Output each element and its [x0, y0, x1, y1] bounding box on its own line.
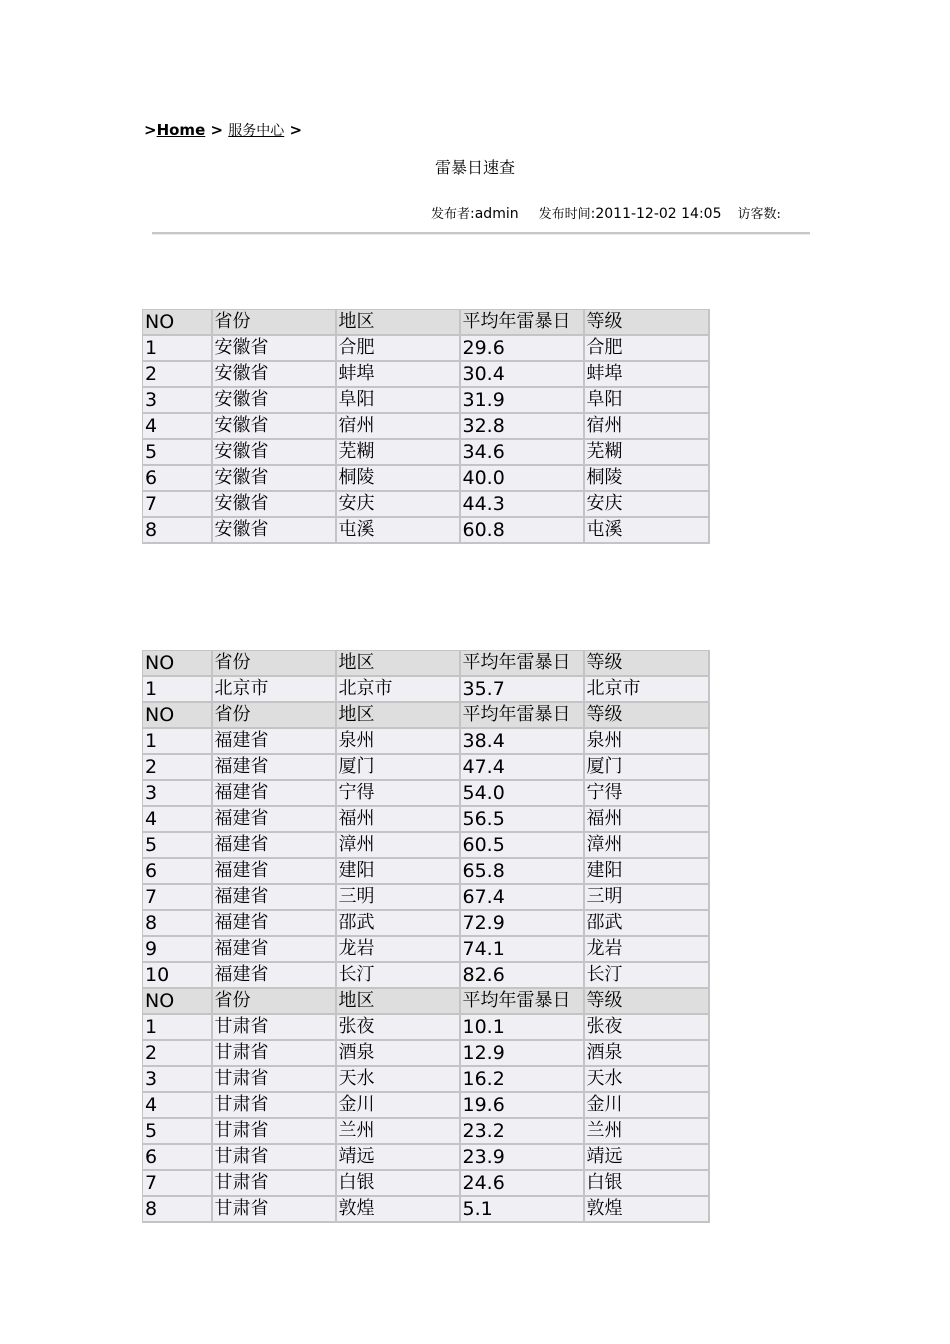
- table-cell: 泉州: [584, 728, 709, 754]
- table-cell: 泉州: [336, 728, 460, 754]
- table-cell: 福建省: [212, 806, 336, 832]
- table-cell: 4: [143, 806, 212, 832]
- table-cell: 白银: [584, 1170, 709, 1196]
- breadcrumb-service-link[interactable]: 服务中心: [228, 123, 285, 139]
- table-cell: 54.0: [460, 780, 584, 806]
- author-value: :admin: [470, 206, 519, 222]
- table-cell: 7: [143, 884, 212, 910]
- table-row: [143, 858, 709, 884]
- table-cell: 金川: [584, 1092, 709, 1118]
- table-cell: 8: [143, 1196, 212, 1222]
- table-row: [143, 832, 709, 858]
- table-cell: 4: [143, 1092, 212, 1118]
- table-cell: 邵武: [336, 910, 460, 936]
- table-row: [143, 1040, 709, 1066]
- column-header: NO: [143, 988, 212, 1014]
- column-header: 平均年雷暴日: [460, 310, 584, 336]
- table-cell: 74.1: [460, 936, 584, 962]
- table-cell: 5: [143, 832, 212, 858]
- table-cell: 5: [143, 439, 212, 465]
- table-cell: 北京市: [336, 676, 460, 702]
- table-cell: 3: [143, 1066, 212, 1092]
- table-cell: 龙岩: [584, 936, 709, 962]
- table-cell: 3: [143, 780, 212, 806]
- breadcrumb-separator: >: [205, 121, 229, 139]
- table-row: [143, 728, 709, 754]
- table-row: [143, 387, 709, 413]
- table-cell: 60.5: [460, 832, 584, 858]
- table-cell: 65.8: [460, 858, 584, 884]
- thunderstorm-table-anhui: [142, 309, 710, 544]
- table-cell: 蚌埠: [584, 361, 709, 387]
- table-cell: 金川: [336, 1092, 460, 1118]
- table-row: [143, 780, 709, 806]
- table-row: [143, 413, 709, 439]
- table-cell: 甘肃省: [212, 1170, 336, 1196]
- table-cell: 合肥: [336, 335, 460, 361]
- table-cell: 56.5: [460, 806, 584, 832]
- table-row: [143, 676, 709, 702]
- table-cell: 邵武: [584, 910, 709, 936]
- table-cell: 6: [143, 465, 212, 491]
- table-cell: 60.8: [460, 517, 584, 543]
- table-cell: 16.2: [460, 1066, 584, 1092]
- table-row: [143, 439, 709, 465]
- table-cell: 12.9: [460, 1040, 584, 1066]
- table-cell: 23.2: [460, 1118, 584, 1144]
- table-cell: 芜糊: [336, 439, 460, 465]
- table-row: [143, 884, 709, 910]
- column-header: 省份: [212, 651, 336, 677]
- table-cell: 甘肃省: [212, 1066, 336, 1092]
- table-cell: 敦煌: [584, 1196, 709, 1222]
- table-cell: 6: [143, 858, 212, 884]
- column-header: 等级: [584, 310, 709, 336]
- page-title: 雷暴日速查: [434, 158, 515, 177]
- table-cell: 宁得: [336, 780, 460, 806]
- table-cell: 兰州: [584, 1118, 709, 1144]
- table-cell: 32.8: [460, 413, 584, 439]
- table-cell: 阜阳: [584, 387, 709, 413]
- table-cell: 蚌埠: [336, 361, 460, 387]
- table-row: [143, 1196, 709, 1222]
- table-row: [143, 517, 709, 543]
- column-header: 地区: [336, 988, 460, 1014]
- table-cell: 安徽省: [212, 517, 336, 543]
- table-cell: 30.4: [460, 361, 584, 387]
- column-header: 等级: [584, 651, 709, 677]
- table-header-row: [143, 651, 709, 677]
- publish-time-label: 发布时间: [538, 207, 591, 222]
- publish-time-value: :2011-12-02 14:05: [590, 206, 722, 222]
- table-cell: 安徽省: [212, 465, 336, 491]
- column-header: 省份: [212, 988, 336, 1014]
- table-cell: 7: [143, 491, 212, 517]
- table-cell: 福建省: [212, 884, 336, 910]
- table-cell: 安徽省: [212, 439, 336, 465]
- table-cell: 敦煌: [336, 1196, 460, 1222]
- table-row: [143, 335, 709, 361]
- column-header: 地区: [336, 651, 460, 677]
- table-cell: 屯溪: [336, 517, 460, 543]
- table-cell: 福州: [336, 806, 460, 832]
- column-header: 地区: [336, 310, 460, 336]
- table-cell: 7: [143, 1170, 212, 1196]
- table-cell: 甘肃省: [212, 1196, 336, 1222]
- table-cell: 北京市: [584, 676, 709, 702]
- table-cell: 5.1: [460, 1196, 584, 1222]
- table-cell: 宁得: [584, 780, 709, 806]
- table-cell: 兰州: [336, 1118, 460, 1144]
- table-cell: 23.9: [460, 1144, 584, 1170]
- table-cell: 6: [143, 1144, 212, 1170]
- breadcrumb-prefix: >: [144, 121, 157, 139]
- table-cell: 福建省: [212, 728, 336, 754]
- visit-count-label: 访客数:: [737, 207, 781, 222]
- table-cell: 安庆: [336, 491, 460, 517]
- table-cell: 38.4: [460, 728, 584, 754]
- column-header: 等级: [584, 988, 709, 1014]
- table-cell: 10.1: [460, 1014, 584, 1040]
- table-cell: 福建省: [212, 780, 336, 806]
- table-cell: 酒泉: [336, 1040, 460, 1066]
- table-cell: 1: [143, 335, 212, 361]
- table-cell: 厦门: [584, 754, 709, 780]
- breadcrumb-home-link[interactable]: Home: [156, 121, 206, 139]
- column-header: 等级: [584, 702, 709, 728]
- table-header-row: [143, 988, 709, 1014]
- table-cell: 2: [143, 754, 212, 780]
- table-cell: 合肥: [584, 335, 709, 361]
- table-cell: 甘肃省: [212, 1014, 336, 1040]
- table-row: [143, 1144, 709, 1170]
- table-cell: 建阳: [336, 858, 460, 884]
- table-cell: 8: [143, 517, 212, 543]
- table-cell: 甘肃省: [212, 1144, 336, 1170]
- column-header: NO: [143, 702, 212, 728]
- table-cell: 34.6: [460, 439, 584, 465]
- table-cell: 福建省: [212, 754, 336, 780]
- table-cell: 天水: [336, 1066, 460, 1092]
- table-row: [143, 361, 709, 387]
- table-cell: 安庆: [584, 491, 709, 517]
- table-cell: 安徽省: [212, 413, 336, 439]
- table-cell: 长汀: [336, 962, 460, 988]
- table-header-row: [143, 702, 709, 728]
- table-cell: 福建省: [212, 910, 336, 936]
- divider: [152, 232, 810, 235]
- table-cell: 安徽省: [212, 387, 336, 413]
- table-cell: 建阳: [584, 858, 709, 884]
- breadcrumb: [144, 120, 302, 141]
- table-cell: 芜糊: [584, 439, 709, 465]
- table-cell: 3: [143, 387, 212, 413]
- table-cell: 张夜: [584, 1014, 709, 1040]
- table-row: [143, 465, 709, 491]
- table-row: [143, 1092, 709, 1118]
- table-cell: 张夜: [336, 1014, 460, 1040]
- table-cell: 福州: [584, 806, 709, 832]
- post-meta: [431, 205, 781, 224]
- table-cell: 40.0: [460, 465, 584, 491]
- table-cell: 8: [143, 910, 212, 936]
- table-row: [143, 1066, 709, 1092]
- table-cell: 桐陵: [584, 465, 709, 491]
- table-cell: 44.3: [460, 491, 584, 517]
- table-cell: 三明: [336, 884, 460, 910]
- table-cell: 1: [143, 1014, 212, 1040]
- table-cell: 19.6: [460, 1092, 584, 1118]
- breadcrumb-separator: >: [284, 121, 303, 139]
- table-cell: 白银: [336, 1170, 460, 1196]
- table-cell: 福建省: [212, 962, 336, 988]
- table-cell: 靖远: [336, 1144, 460, 1170]
- table-cell: 福建省: [212, 858, 336, 884]
- table-cell: 29.6: [460, 335, 584, 361]
- column-header: 省份: [212, 702, 336, 728]
- table-row: [143, 754, 709, 780]
- table-cell: 31.9: [460, 387, 584, 413]
- table-header-row: [143, 310, 709, 336]
- table-cell: 甘肃省: [212, 1092, 336, 1118]
- column-header: 平均年雷暴日: [460, 651, 584, 677]
- table-row: [143, 1170, 709, 1196]
- table-cell: 1: [143, 728, 212, 754]
- table-cell: 长汀: [584, 962, 709, 988]
- table-cell: 酒泉: [584, 1040, 709, 1066]
- table-cell: 47.4: [460, 754, 584, 780]
- author-label: 发布者: [431, 207, 471, 222]
- table-cell: 屯溪: [584, 517, 709, 543]
- table-cell: 安徽省: [212, 361, 336, 387]
- table-row: [143, 962, 709, 988]
- table-cell: 宿州: [336, 413, 460, 439]
- thunderstorm-table-beijing-fujian-gansu: [142, 650, 710, 1223]
- table-cell: 4: [143, 413, 212, 439]
- table-cell: 靖远: [584, 1144, 709, 1170]
- table-cell: 24.6: [460, 1170, 584, 1196]
- table-row: [143, 1014, 709, 1040]
- table-cell: 三明: [584, 884, 709, 910]
- table-cell: 2: [143, 361, 212, 387]
- table-cell: 漳州: [584, 832, 709, 858]
- column-header: 地区: [336, 702, 460, 728]
- table-cell: 桐陵: [336, 465, 460, 491]
- table-cell: 72.9: [460, 910, 584, 936]
- table-row: [143, 806, 709, 832]
- table-cell: 安徽省: [212, 335, 336, 361]
- table-cell: 甘肃省: [212, 1118, 336, 1144]
- table-cell: 安徽省: [212, 491, 336, 517]
- column-header: 省份: [212, 310, 336, 336]
- table-cell: 甘肃省: [212, 1040, 336, 1066]
- table-row: [143, 910, 709, 936]
- table-cell: 5: [143, 1118, 212, 1144]
- table-row: [143, 491, 709, 517]
- table-cell: 1: [143, 676, 212, 702]
- table-cell: 厦门: [336, 754, 460, 780]
- table-cell: 北京市: [212, 676, 336, 702]
- table-cell: 天水: [584, 1066, 709, 1092]
- table-cell: 67.4: [460, 884, 584, 910]
- table-cell: 9: [143, 936, 212, 962]
- table-row: [143, 1118, 709, 1144]
- column-header: NO: [143, 310, 212, 336]
- table-cell: 35.7: [460, 676, 584, 702]
- table-cell: 福建省: [212, 936, 336, 962]
- table-cell: 漳州: [336, 832, 460, 858]
- column-header: 平均年雷暴日: [460, 988, 584, 1014]
- table-cell: 福建省: [212, 832, 336, 858]
- table-cell: 82.6: [460, 962, 584, 988]
- column-header: NO: [143, 651, 212, 677]
- table-cell: 2: [143, 1040, 212, 1066]
- table-cell: 10: [143, 962, 212, 988]
- table-cell: 宿州: [584, 413, 709, 439]
- table-cell: 龙岩: [336, 936, 460, 962]
- column-header: 平均年雷暴日: [460, 702, 584, 728]
- table-row: [143, 936, 709, 962]
- table-cell: 阜阳: [336, 387, 460, 413]
